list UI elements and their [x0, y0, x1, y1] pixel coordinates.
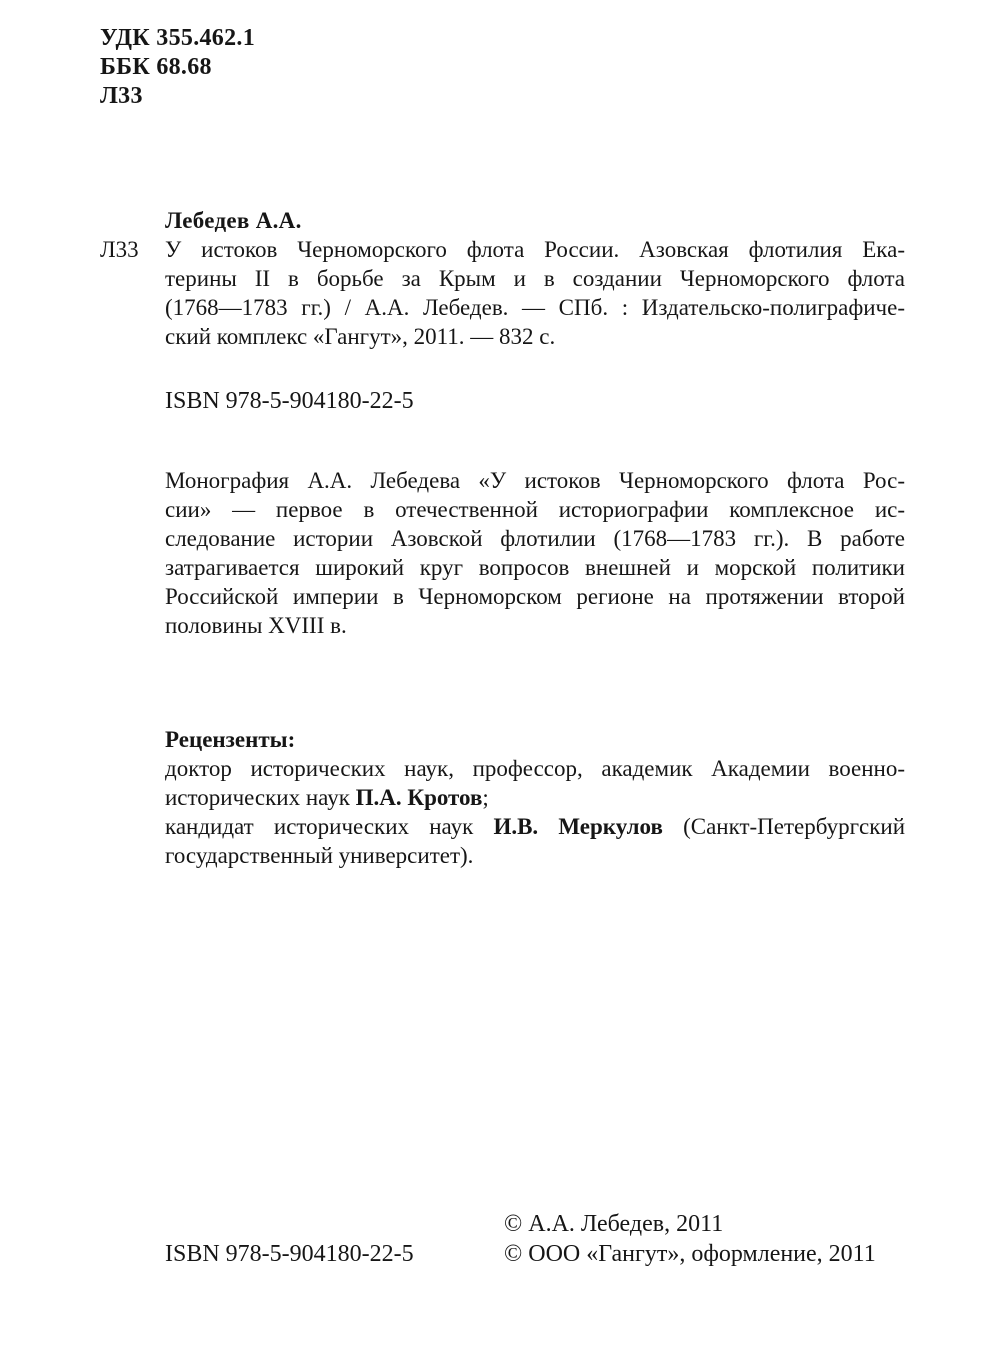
catalog-card [100, 206, 906, 351]
text-segment: следование истории Азовской флотилии (1768—1783 гг.). В работе [165, 526, 905, 551]
text-segment: сии» — первое в отечественной историографии комплексное ис- [165, 497, 905, 522]
text-segment: (1768—1783 гг.) / А.А. Лебедев. — СПб. : Издательско-полиграфиче- [165, 295, 905, 320]
copyright-author-line: © А.А. Лебедев, 2011 [504, 1211, 724, 1237]
text-segment: половины XVIII в. [165, 613, 347, 638]
text-segment: затрагивается широкий круг вопросов внешней и морской политики [165, 555, 905, 580]
text-segment: У истоков Черноморского флота России. Азовская флотилия Ека- [165, 237, 905, 262]
author-sign: Л33 [100, 83, 143, 109]
text-line [165, 841, 905, 870]
reviewer-name: П.А. Кротов [355, 785, 483, 810]
text-segment: (Санкт-Петербургский [662, 814, 906, 839]
bibliographic-description [165, 235, 905, 351]
reviewers-block [165, 725, 905, 870]
reviewer-2 [165, 812, 905, 870]
classification-block [100, 24, 255, 111]
text-line [165, 754, 905, 783]
text-line [165, 812, 905, 841]
copyright-publisher-line: © ООО «Гангут», оформление, 2011 [504, 1241, 876, 1267]
text-segment: государственный университет). [165, 843, 474, 868]
isbn-top: ISBN 978-5-904180-22-5 [165, 388, 414, 414]
bbk-number: ББК 68.68 [100, 54, 212, 80]
text-line [165, 264, 905, 293]
text-line [165, 582, 905, 611]
text-line [165, 322, 905, 351]
copyright-block [504, 1209, 876, 1269]
text-segment: кандидат исторических наук [165, 814, 494, 839]
text-segment: доктор исторических наук, профессор, академик Академии военно- [165, 756, 905, 781]
text-line [165, 783, 905, 812]
margin-author-sign: Л33 [100, 237, 139, 262]
reviewer-name: И.В. Меркулов [493, 814, 663, 839]
text-segment: Монография А.А. Лебедева «У истоков Черноморского флота Рос- [165, 468, 905, 493]
udk-number: УДК 355.462.1 [100, 25, 256, 51]
text-segment: Российской империи в Черноморском регионе на протяжении второй [165, 584, 905, 609]
text-line [165, 293, 905, 322]
catalog-entry-row [100, 235, 906, 351]
text-line [165, 495, 905, 524]
isbn-bottom: ISBN 978-5-904180-22-5 [165, 1241, 414, 1267]
text-line [165, 553, 905, 582]
reviewers-heading: Рецензенты: [165, 727, 296, 752]
author-name: Лебедев А.А. [165, 208, 302, 233]
text-segment: терины II в борьбе за Крым и в создании Черноморского флота [165, 266, 905, 291]
text-segment: ; [482, 785, 489, 810]
text-line [165, 524, 905, 553]
text-segment: ский комплекс «Гангут», 2011. — 832 с. [165, 324, 556, 349]
annotation-paragraph [165, 466, 905, 640]
text-segment: исторических наук [165, 785, 356, 810]
text-line [165, 611, 905, 640]
reviewer-1 [165, 754, 905, 812]
text-line [165, 466, 905, 495]
text-line [165, 235, 905, 264]
